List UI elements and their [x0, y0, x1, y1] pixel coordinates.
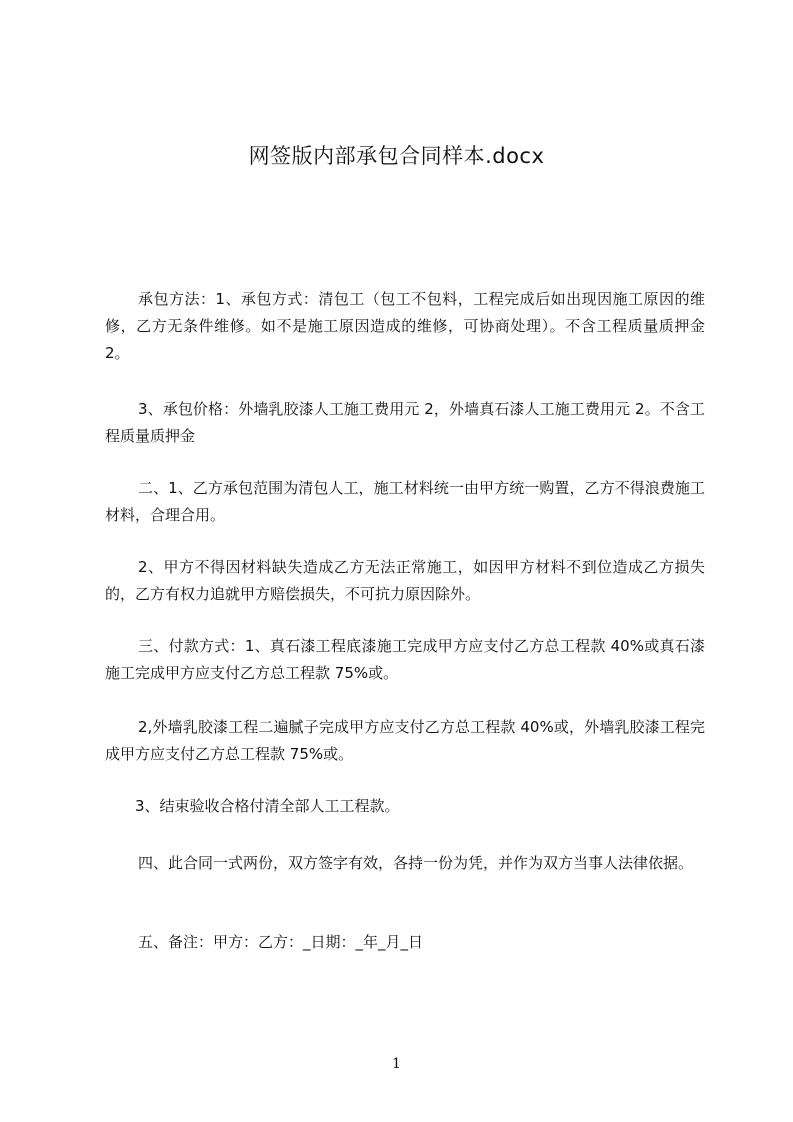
paragraph-contract-copies: 四、此合同一式两份，双方签字有效，各持一份为凭，并作为双方当事人法律依据。 — [138, 854, 694, 872]
paragraph-payment-latex-paint: 2,外墙乳胶漆工程二遍腻子完成甲方应支付乙方总工程款 40%或，外墙乳胶漆工程完成甲方应支付乙方总工程款 75%或。 — [105, 718, 705, 763]
paragraph-remarks-signature: 五、备注：甲方：乙方：_日期：_年_月_日 — [138, 933, 424, 951]
paragraph-material-supply: 2、甲方不得因材料缺失造成乙方无法正常施工，如因甲方材料不到位造成乙方损失的，乙方有权力追就甲方赔偿损失，不可抗力原因除外。 — [105, 558, 705, 603]
page-number: 1 — [392, 1056, 401, 1072]
paragraph-contract-method: 承包方法：1、承包方式：清包工（包工不包料，工程完成后如出现因施工原因的维修，乙方无条件维修。如不是施工原因造成的维修，可协商处理）。不含工程质量质押金 2。 — [105, 290, 705, 362]
paragraph-final-payment: 3、结束验收合格付清全部人工工程款。 — [135, 797, 400, 815]
paragraph-contract-price: 3、承包价格：外墙乳胶漆人工施工费用元 2，外墙真石漆人工施工费用元 2。不含工程质量质押金 — [105, 400, 705, 445]
paragraph-contract-scope: 二、1、乙方承包范围为清包人工，施工材料统一由甲方统一购置，乙方不得浪费施工材料，合理合用。 — [105, 479, 705, 524]
document-title: 网签版内部承包合同样本.docx — [248, 144, 545, 168]
paragraph-payment-method: 三、付款方式：1、真石漆工程底漆施工完成甲方应支付乙方总工程款 40%或真石漆施工完成甲方应支付乙方总工程款 75%或。 — [105, 637, 705, 682]
